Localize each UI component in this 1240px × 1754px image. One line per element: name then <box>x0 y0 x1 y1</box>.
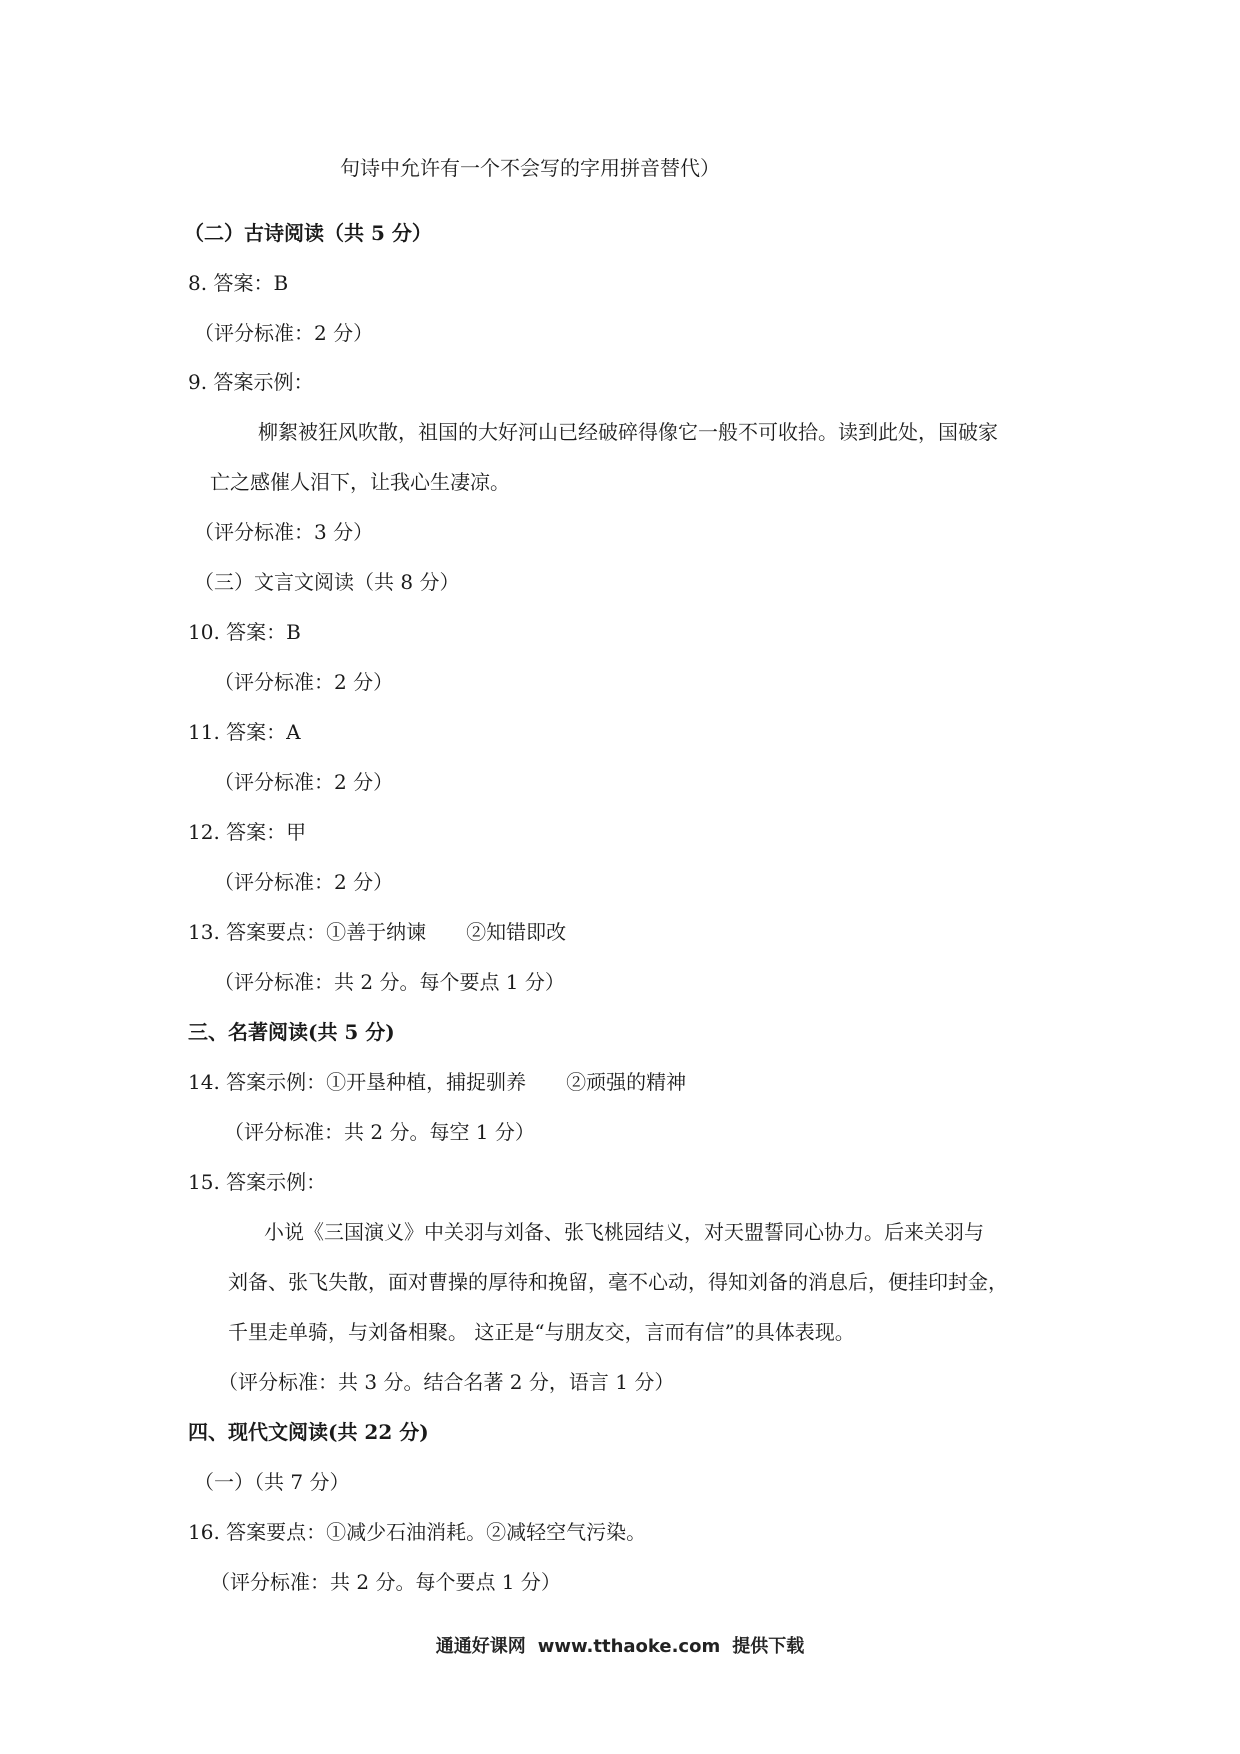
answer-10: 10. 答案：B <box>188 620 301 644</box>
answer-9-text-line-1: 柳絮被狂风吹散，祖国的大好河山已经破碎得像它一般不可收拾。读到此处，国破家 <box>258 420 998 444</box>
scoring-14: （评分标准：共 2 分。每空 1 分） <box>224 1120 535 1144</box>
footer-site-name: 通通好课网 <box>435 1636 526 1657</box>
answer-16: 16. 答案要点：①减少石油消耗。②减轻空气污染。 <box>188 1520 647 1544</box>
footer-watermark <box>0 1634 1240 1660</box>
answer-15-text-line-1: 小说《三国演义》中关羽与刘备、张飞桃园结义，对天盟誓同心协力。后来关羽与 <box>264 1220 984 1244</box>
scoring-13: （评分标准：共 2 分。每个要点 1 分） <box>214 970 565 994</box>
section-heading-classical-chinese: （三）文言文阅读（共 8 分） <box>194 570 460 594</box>
answer-15-text-line-3: 千里走单骑，与刘备相聚。 这正是“与朋友交，言而有信”的具体表现。 <box>228 1320 855 1344</box>
scoring-8: （评分标准：2 分） <box>194 321 374 345</box>
continuation-note: 句诗中允许有一个不会写的字用拼音替代） <box>340 156 720 180</box>
scoring-16: （评分标准：共 2 分。每个要点 1 分） <box>210 1570 561 1594</box>
footer-url[interactable]: www.tthaoke.com <box>537 1636 721 1657</box>
section-heading-classics: 三、名著阅读(共 5 分) <box>188 1020 395 1044</box>
answer-15-label: 15. 答案示例： <box>188 1170 327 1194</box>
answer-15-text-line-2: 刘备、张飞失散，面对曹操的厚待和挽留，毫不心动，得知刘备的消息后，便挂印封金， <box>228 1270 1008 1294</box>
subsection-heading-1: （一）（共 7 分） <box>194 1470 350 1494</box>
answer-12: 12. 答案：甲 <box>188 820 307 844</box>
answer-8: 8. 答案：B <box>188 271 289 295</box>
section-heading-modern-reading: 四、现代文阅读(共 22 分) <box>188 1420 429 1444</box>
scoring-15: （评分标准：共 3 分。结合名著 2 分，语言 1 分） <box>218 1370 675 1394</box>
answer-11: 11. 答案：A <box>188 720 301 744</box>
answer-14: 14. 答案示例：①开垦种植，捕捉驯养 ②顽强的精神 <box>188 1070 687 1094</box>
answer-13: 13. 答案要点：①善于纳谏 ②知错即改 <box>188 920 567 944</box>
scoring-12: （评分标准：2 分） <box>214 870 394 894</box>
answer-9-text-line-2: 亡之感催人泪下，让我心生凄凉。 <box>210 470 510 494</box>
scoring-10: （评分标准：2 分） <box>214 670 394 694</box>
section-heading-ancient-poem: （二）古诗阅读（共 5 分） <box>184 221 432 245</box>
answer-9-label: 9. 答案示例： <box>188 370 314 394</box>
scoring-11: （评分标准：2 分） <box>214 770 394 794</box>
scoring-9: （评分标准：3 分） <box>194 520 374 544</box>
footer-suffix: 提供下载 <box>732 1636 805 1657</box>
